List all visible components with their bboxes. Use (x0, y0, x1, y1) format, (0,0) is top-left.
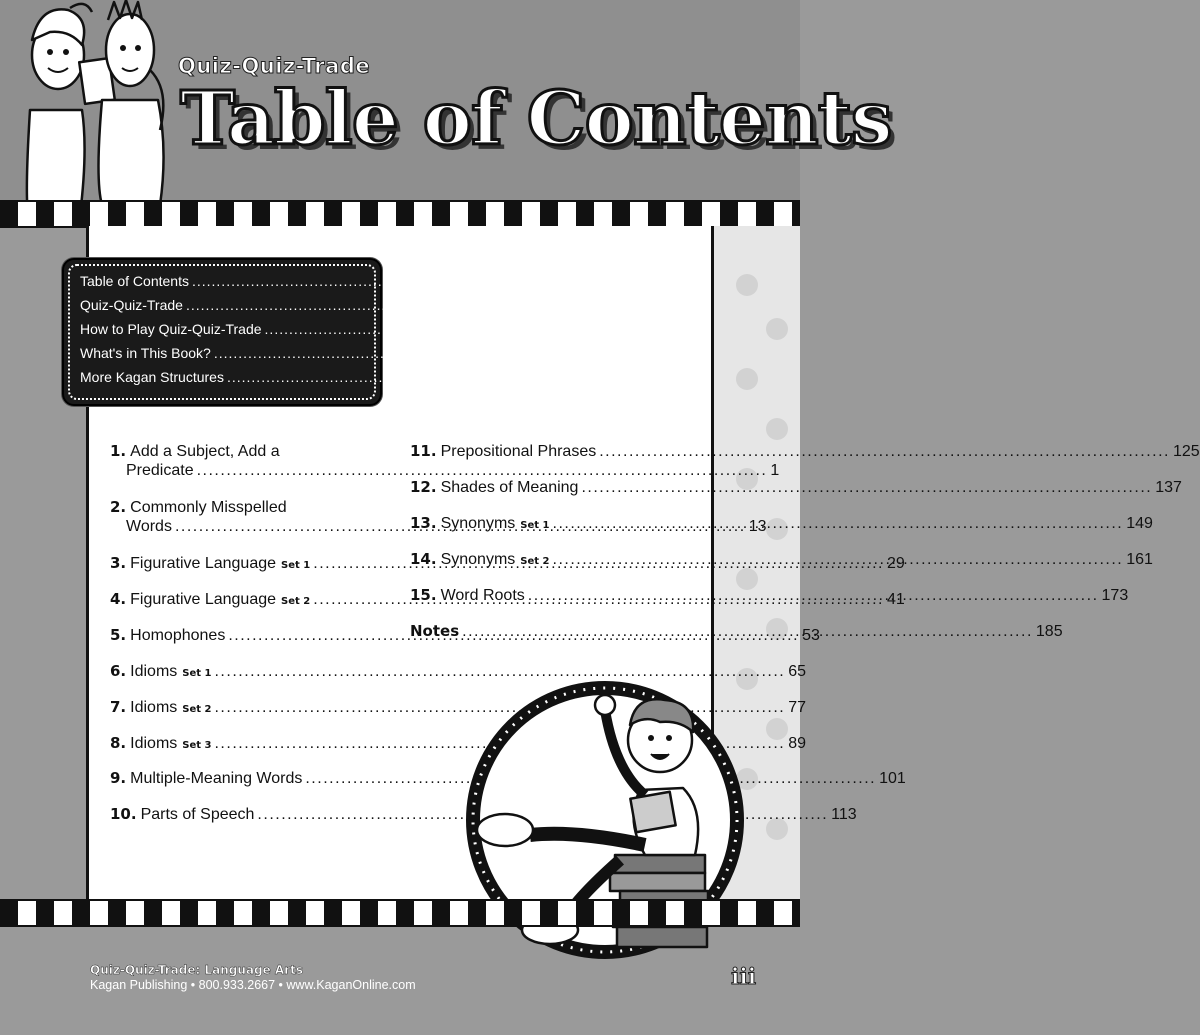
toc-page: 137 (1155, 479, 1182, 496)
front-matter-box (62, 258, 669, 406)
set-label: Set 1 (520, 520, 550, 531)
toc-number: 14. (410, 550, 437, 568)
toc-page: 125 (1172, 443, 1200, 460)
set-label: Set 2 (182, 704, 212, 715)
toc-page: 29 (887, 555, 905, 572)
toc-entry[interactable] (110, 769, 906, 788)
toc-page: 13 (748, 518, 767, 535)
toc-number: 8. (110, 734, 127, 752)
front-matter-label: How to Play Quiz-Quiz-Trade (80, 321, 262, 337)
toc-title: Parts of Speech (140, 806, 255, 823)
set-label: Set 2 (520, 556, 550, 567)
book-subtitle: Quiz-Quiz-Trade (178, 54, 371, 78)
checker-border-top (0, 200, 800, 228)
toc-page: 77 (788, 699, 807, 716)
toc-page: 53 (802, 627, 820, 644)
front-matter-page: iii (586, 273, 596, 289)
front-matter-page: iv (580, 297, 591, 313)
toc-number: 7. (110, 698, 127, 716)
toc-number: 3. (110, 554, 127, 572)
toc-entry[interactable] (110, 662, 807, 683)
toc-page: 41 (887, 591, 905, 608)
toc-entry[interactable] (110, 805, 857, 824)
toc-title: Multiple-Meaning Words (130, 770, 303, 787)
toc-number: 4. (110, 590, 127, 608)
toc-title: Word Roots (440, 587, 525, 604)
toc-page: 185 (1035, 623, 1063, 640)
front-matter-label: What's in This Book? (80, 345, 211, 361)
toc-entry[interactable] (410, 442, 1200, 461)
toc-title: Commonly Misspelled (130, 499, 287, 516)
checker-border-bottom (0, 899, 800, 927)
toc-number: 13. (410, 514, 437, 532)
front-matter-page: viii (607, 345, 625, 361)
toc-title: Idioms (130, 735, 178, 752)
front-matter-item[interactable] (80, 321, 669, 343)
toc-entry[interactable] (110, 698, 807, 719)
toc-number: 1. (110, 442, 127, 460)
front-matter-page: vi (658, 321, 669, 337)
front-matter-item[interactable] (80, 369, 629, 391)
toc-number: 12. (410, 478, 437, 496)
toc-title: Shades of Meaning (440, 479, 579, 496)
front-matter-item[interactable] (80, 297, 591, 319)
toc-page: 173 (1101, 587, 1129, 604)
toc-title: Prepositional Phrases (440, 443, 597, 460)
toc-number: 10. (110, 805, 137, 823)
set-label: Set 3 (182, 740, 212, 751)
toc-page: 149 (1126, 515, 1153, 532)
toc-page: 101 (879, 770, 906, 787)
toc-title: Add a Subject, Add a (130, 443, 280, 460)
toc-number: 15. (410, 586, 437, 604)
front-matter-label: Quiz-Quiz-Trade (80, 297, 183, 313)
toc-title: Idioms (130, 699, 178, 716)
toc-title: Idioms (130, 663, 178, 680)
toc-number: 11. (410, 442, 437, 460)
front-matter-label: More Kagan Structures (80, 369, 224, 385)
page-title: Table of Contents (180, 76, 892, 162)
toc-title-cont: Words (126, 518, 172, 535)
toc-entry[interactable] (110, 734, 807, 755)
header-band (0, 0, 892, 200)
footer-book-title: Quiz-Quiz-Trade: Language Arts (90, 963, 303, 977)
toc-entry[interactable] (410, 514, 1153, 535)
set-label: Set 2 (281, 596, 311, 607)
toc-entry[interactable] (410, 478, 1182, 497)
toc-title: Figurative Language (130, 555, 277, 572)
toc-title: Synonyms (440, 551, 516, 568)
footer-publisher: Kagan Publishing • 800.933.2667 • www.KaganOnline.com (90, 978, 416, 992)
toc-page: 89 (788, 735, 807, 752)
toc-number: 6. (110, 662, 127, 680)
toc-number: 9. (110, 769, 127, 787)
kids-illustration (10, 0, 170, 230)
front-matter-page: x (621, 369, 629, 385)
set-label: Set 1 (281, 560, 311, 571)
page-number: iii (731, 964, 757, 990)
toc-page: 1 (770, 462, 780, 479)
set-label: Set 1 (182, 668, 212, 679)
front-matter-item[interactable] (80, 273, 596, 295)
toc-page: 161 (1126, 551, 1153, 568)
toc-number: 5. (110, 626, 127, 644)
toc-title: Homophones (130, 627, 226, 644)
toc-number: 2. (110, 498, 127, 516)
toc-title: Figurative Language (130, 591, 277, 608)
toc-page: 113 (831, 806, 857, 823)
toc-title-cont: Predicate (126, 462, 194, 479)
front-matter-label: Table of Contents (80, 273, 189, 289)
notes-label: Notes (410, 622, 460, 640)
front-matter-item[interactable] (80, 345, 625, 367)
toc-page: 65 (788, 663, 807, 680)
toc-title: Synonyms (440, 515, 516, 532)
